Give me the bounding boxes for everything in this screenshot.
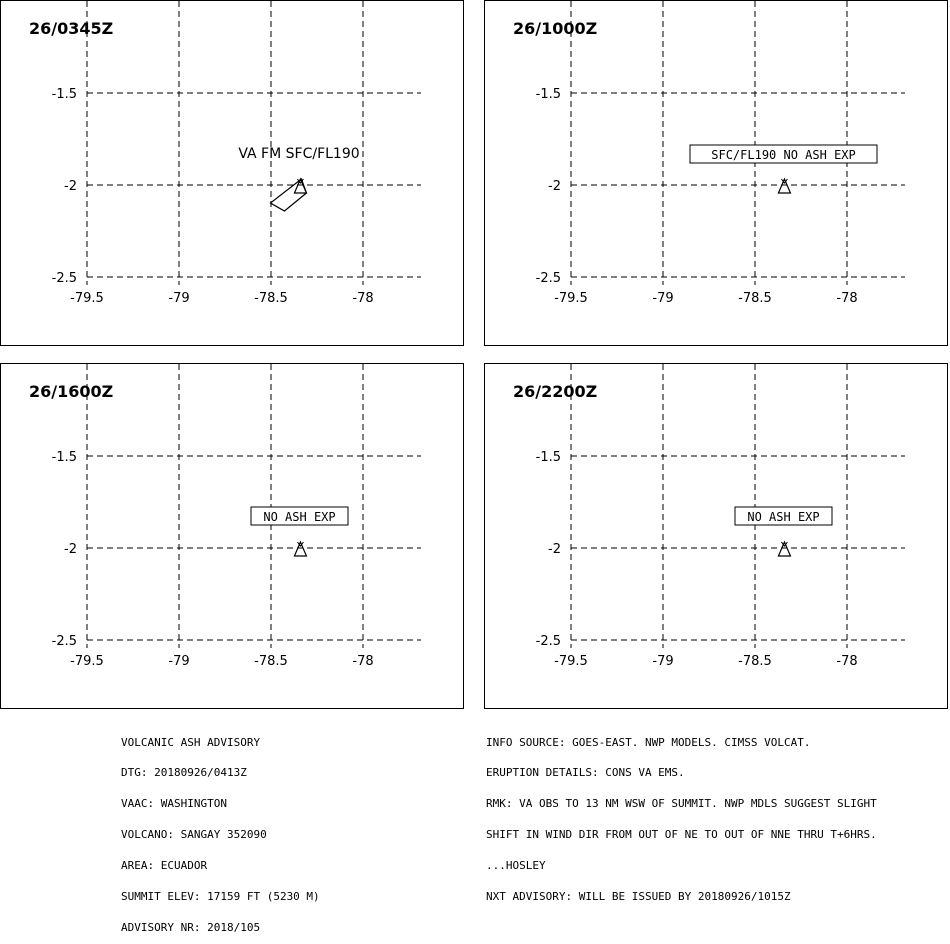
footer-line: VOLCANIC ASH ADVISORY <box>121 735 261 749</box>
lon-tick-label: -79 <box>652 654 674 669</box>
map-grid <box>1 1 465 347</box>
lat-tick-label: -2.5 <box>51 271 77 286</box>
ash-label: VA FM SFC/FL190 <box>238 146 360 162</box>
advisory-summary <box>121 717 320 944</box>
map-panel-3 <box>0 363 464 709</box>
footer-line: VOLCANO: SANGAY 352090 <box>121 828 267 842</box>
lon-tick-label: -78 <box>352 654 374 669</box>
panel-time: 26/1600Z <box>29 382 114 401</box>
footer-line: SUMMIT ELEV: 17159 FT (5230 M) <box>121 890 320 904</box>
lon-tick-label: -79.5 <box>70 654 104 669</box>
lat-tick-label: -1.5 <box>535 87 561 102</box>
lon-tick-label: -79 <box>168 654 190 669</box>
lat-tick-label: -1.5 <box>535 450 561 465</box>
map-grid <box>485 364 949 710</box>
lon-tick-label: -78.5 <box>254 291 288 306</box>
lat-tick-label: -1.5 <box>51 87 77 102</box>
lon-tick-label: -79.5 <box>70 291 104 306</box>
ash-label: NO ASH EXP <box>747 510 820 524</box>
lat-tick-label: -2.5 <box>535 271 561 286</box>
footer-line: INFO SOURCE: GOES-EAST. NWP MODELS. CIMSS VOLCAT. <box>486 735 811 749</box>
lon-tick-label: -78 <box>352 291 374 306</box>
footer-line: ADVISORY NR: 2018/105 <box>121 920 261 934</box>
lon-tick-label: -79.5 <box>554 291 588 306</box>
map-grid <box>485 1 949 347</box>
map-panel-2 <box>484 0 948 346</box>
lat-tick-label: -2 <box>64 542 77 557</box>
lat-tick-label: -2 <box>64 179 77 194</box>
panel-time: 26/0345Z <box>29 19 114 38</box>
lon-tick-label: -79.5 <box>554 654 588 669</box>
advisory-remarks <box>486 717 877 913</box>
ash-label: NO ASH EXP <box>263 510 336 524</box>
footer-line: AREA: ECUADOR <box>121 859 208 873</box>
footer-line: ...HOSLEY <box>486 859 546 873</box>
ash-plume-polygon <box>270 179 306 211</box>
volcano-icon <box>778 542 790 556</box>
lon-tick-label: -78.5 <box>738 654 772 669</box>
lat-tick-label: -2.5 <box>51 634 77 649</box>
footer-line: SHIFT IN WIND DIR FROM OUT OF NE TO OUT OF NNE THRU T+6HRS. <box>486 828 877 842</box>
lon-tick-label: -79 <box>168 291 190 306</box>
volcano-icon <box>778 179 790 193</box>
lat-tick-label: -2 <box>548 179 561 194</box>
lon-tick-label: -78 <box>836 291 858 306</box>
footer-line: DTG: 20180926/0413Z <box>121 766 247 780</box>
footer-line: VAAC: WASHINGTON <box>121 797 227 811</box>
panel-time: 26/2200Z <box>513 382 598 401</box>
lon-tick-label: -78 <box>836 654 858 669</box>
volcano-icon <box>294 179 306 193</box>
map-panel-4 <box>484 363 948 709</box>
lon-tick-label: -79 <box>652 291 674 306</box>
lat-tick-label: -2 <box>548 542 561 557</box>
lon-tick-label: -78.5 <box>738 291 772 306</box>
lon-tick-label: -78.5 <box>254 654 288 669</box>
volcano-icon <box>294 542 306 556</box>
map-panel-1 <box>0 0 464 346</box>
footer-line: NXT ADVISORY: WILL BE ISSUED BY 20180926/1015Z <box>486 890 791 904</box>
lat-tick-label: -2.5 <box>535 634 561 649</box>
map-grid <box>1 364 465 710</box>
panel-time: 26/1000Z <box>513 19 598 38</box>
footer-line: RMK: VA OBS TO 13 NM WSW OF SUMMIT. NWP MDLS SUGGEST SLIGHT <box>486 797 877 811</box>
ash-label: SFC/FL190 NO ASH EXP <box>711 148 856 162</box>
footer-line: ERUPTION DETAILS: CONS VA EMS. <box>486 766 685 780</box>
lat-tick-label: -1.5 <box>51 450 77 465</box>
